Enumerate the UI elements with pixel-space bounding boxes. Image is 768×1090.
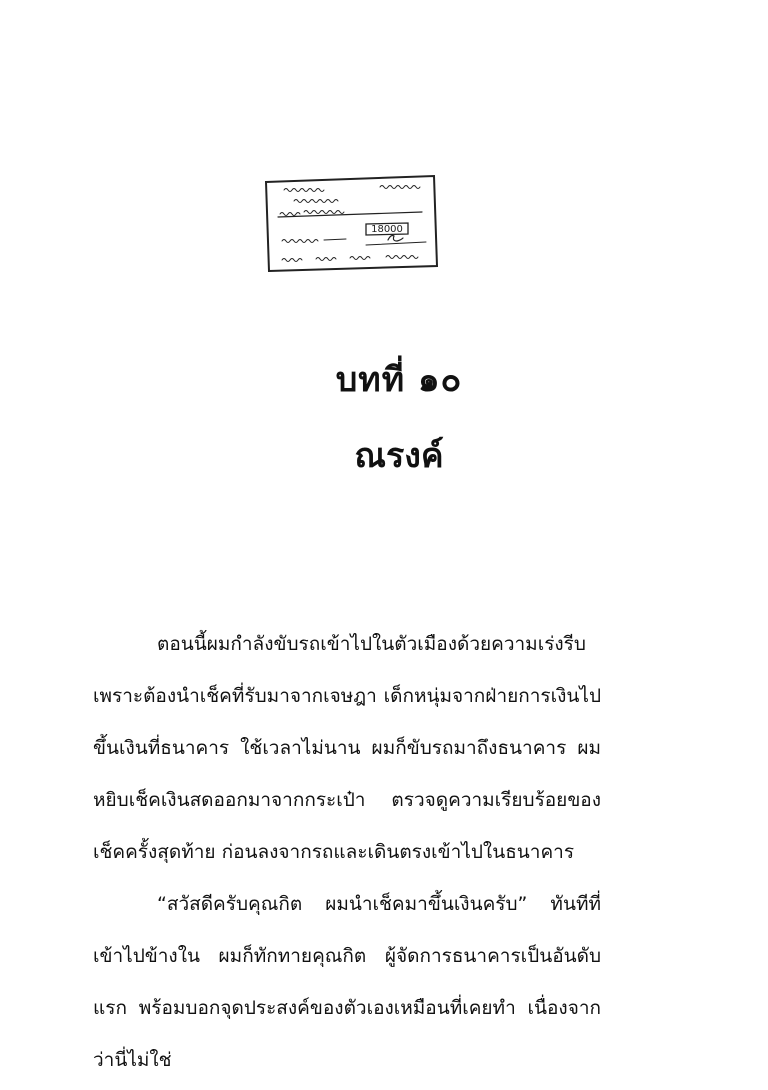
- chapter-number: บทที่ ๑๐: [335, 360, 463, 400]
- check-icon: [262, 174, 440, 272]
- paragraph: ตอนนี้ผมกำลังขับรถเข้าไปในตัวเมืองด้วยความเร่งรีบเพราะต้องนำเช็คที่รับมาจากเจษฎา เด็กหนุ่มจากฝ่ายการเงินไปขึ้นเงินที่ธนาคาร ใช้เวลาไม่นาน ผมก็ขับรถมาถึงธนาคาร ผมหยิบเช็คเงินสดออกมาจากกระเป๋า ตรวจดูความเรียบร้อยของเช็คครั้งสุดท้าย ก่อนลงจากรถและเดินตรงเข้าไปในธนาคาร: [93, 633, 601, 863]
- paragraph: “สวัสดีครับคุณกิต ผมนำเช็คมาขึ้นเงินครับ” ทันทีที่เข้าไปข้างใน ผมก็ทักทายคุณกิต ผู้จัดการธนาคารเป็นอันดับแรก พร้อมบอกจุดประสงค์ของตัวเองเหมือนที่เคยทำ เนื่องจากว่านี่ไม่ใช่: [93, 893, 601, 1071]
- chapter-title: ณรงค์: [354, 436, 444, 476]
- chapter-body: [93, 618, 601, 1086]
- check-amount: 18000: [371, 224, 403, 235]
